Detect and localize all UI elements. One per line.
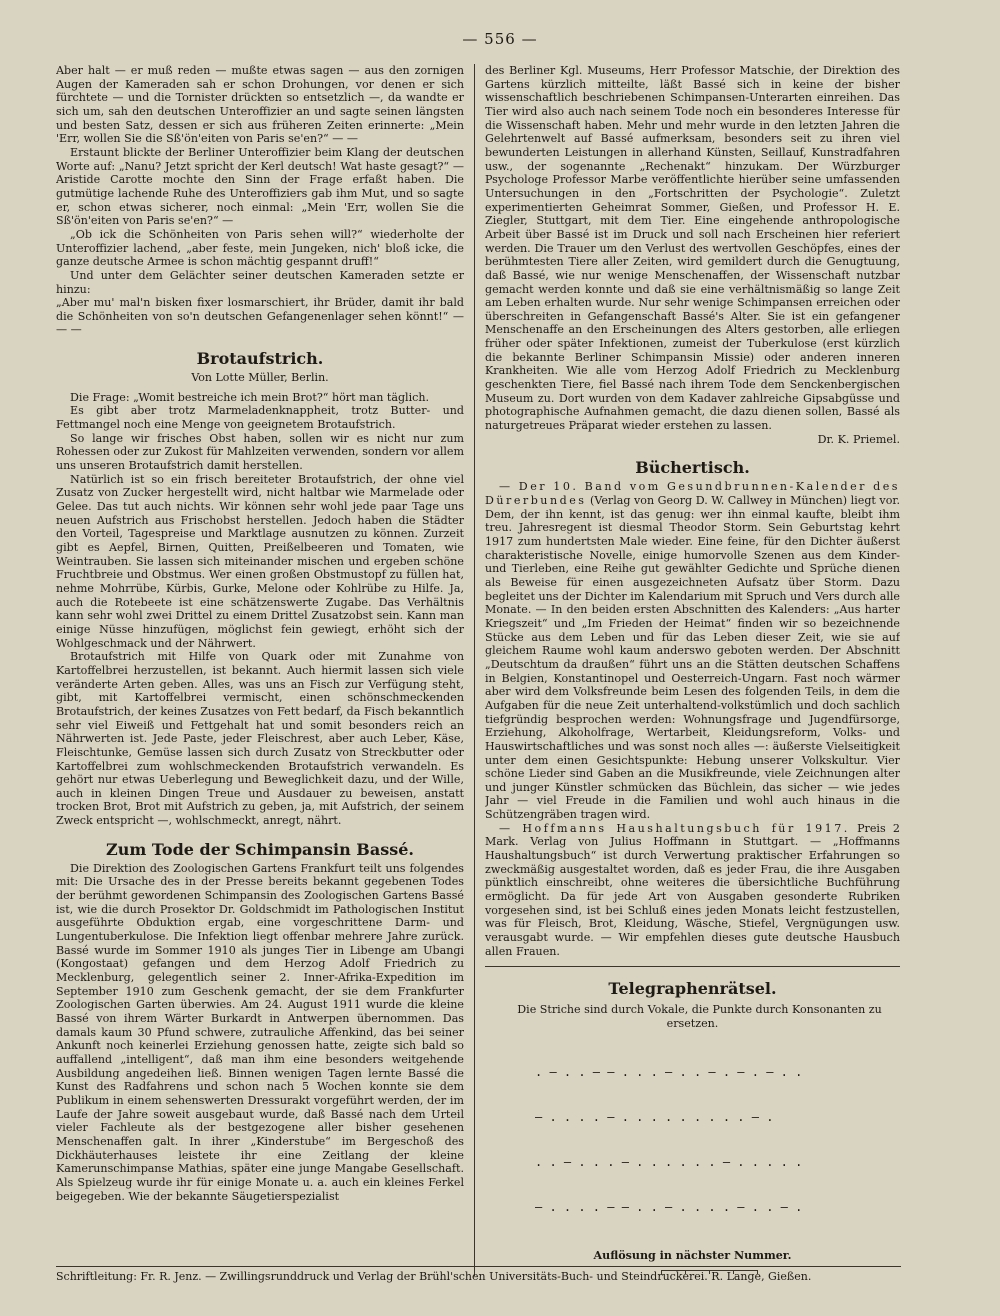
column-divider [474, 64, 475, 1276]
puzzle-instructions: Die Striche sind durch Vokale, die Punkte durch Konsonanten zu ersetzen. [517, 1003, 882, 1030]
article-paragraph: Brotaufstrich mit Hilfe von Quark oder mit Zunahme von Kartoffelbrei herzustellen, ist bekannt. Auch hiermit lassen sich viele veränderte Arten geben. Alles, was uns an Fisch zur Verfügung steht, gibt, mit Kartoffelbrei vermischt, einen schönschmeckenden Brotaufstrich, der keines Zusatzes von Fett bedarf, da Fisch bekanntlich sehr viel Eiweiß und Fettgehalt hat und somit besonders reich an Nährwerten ist. Jede Paste, jeder Fleischrest, aber auch Leber, Käse, Fleischtunke, Gemüse lassen sich durch Zusatz von Streckbutter oder Kartoffelbrei zum wohlschmeckenden Brotaufstrich verwandeln. Es gehört nur etwas Ueberlegung und Beweglichkeit dazu, und der Wille, auch in kleinen Dingen Treue und Ausdauer zu beweisen, anstatt trocken Brot, Brot mit Aufstrich zu geben, ja, mit Aufstrich, der seinem Zweck entspricht —, wohlschmeckt, anregt, nährt. [56, 650, 464, 828]
code-line: — . . . . — . . . . . . . . . — . [535, 1109, 774, 1124]
right-column [485, 64, 900, 1274]
story-paragraph: Und unter dem Gelächter seiner deutschen Kameraden setzte er hinzu: [56, 268, 464, 296]
code-line: . . — . . . — . . . . . . — . . . . . [535, 1154, 803, 1169]
section-divider [485, 966, 900, 967]
buechertisch-heading: Büchertisch. [635, 458, 750, 478]
left-column [56, 64, 464, 1274]
solution-note: Auflösung in nächster Nummer. [593, 1248, 792, 1262]
review-lead: — Der 10. Band vom Gesundbrunnen-Kalender des Dürerbundes [485, 480, 900, 508]
review-lead: — Hoffmanns Haushaltungsbuch für 1917. [499, 821, 850, 835]
code-line: — . . . . — — . . — . . . . — . . — . [535, 1199, 803, 1214]
imprint-footer: Schriftleitung: Fr. R. Jenz. — Zwillingsrunddruck und Verlag der Brühl'schen Universitäts-Buch- und Steindruckerei. R. Lange, Gießen. [56, 1266, 901, 1283]
article-paragraph: Die Direktion des Zoologischen Gartens Frankfurt teilt uns folgendes mit: Die Ursache des in der Presse bereits bekannt gegebenen Todes der berühmt gewordenen Schimpansin des Zoologischen Gartens Bassé ist, wie die durch Prosektor Dr. Goldschmidt im Pathologischen Institut ausgeführte Obduktion ergab, eine vorgeschrittene Darm- und Lungentuberkulose. Die Infektion liegt offenbar mehrere Jahre zurück. Bassé wurde im Sommer 1910 als junges Tier in Libenge am Ubangi (Kongostaat) gefangen und dem Herzog Adolf Friedrich zu Mecklenburg, gelegentlich seiner 2. Inner-Afrika-Expedition im September 1910 zum Geschenk gemacht, der sie dem Frankfurter Zoologischen Garten überwies. Am 24. August 1911 wurde die kleine Bassé von ihrem Wärter Burkardt in Antwerpen übernommen. Das damals kaum 30 Pfund schwere, zutrauliche Affenkind, das bei seiner Ankunft noch keinerlei Erziehung genossen hatte, zeigte sich bald so auffallend „intelligent“, daß man ihm eine besonders weitgehende Ausbildung angedeihen ließ. Binnen wenigen Tagen lernte Bassé die Kunst des Radfahrens und schon nach 5 Wochen konnte sie dem Publikum in einem sehenswerten Dressurakt vorgeführt werden, der im Laufe der Jahre soweit ausgebaut wurde, daß Bassé nach dem Urteil vieler Fachleute als der bestgezogene aller bisher gesehenen Menschenaffen galt. In ihrer „Kinderstube“ im Bergeschoß des Dickhäuterhauses leistete ihr eine Zeitlang der kleine Kamerunschimpanse Mathias, später eine junge Mangabe Gesellschaft. Als Spielzeug wurde ihr für einige Monate u. a. auch ein kleines Ferkel beigegeben. Wie der bekannte Säugetierspezialist [56, 861, 464, 1203]
story-paragraph: „Ob ick die Schönheiten von Paris sehen will?“ wiederholte der Unteroffizier lachend, „aber feste, mein Jungeken, nich' bloß icke, die ganze deutsche Armee is schon mächtig gespannt druff!“ [56, 227, 464, 269]
article-paragraph: des Berliner Kgl. Museums, Herr Professor Matschie, der Direktion des Gartens kürzlich mitteilte, läßt Bassé sich in keine der bisher wissenschaftlich beschriebenen Schimpansen-Unterarten einreihen. Das Tier wird also auch nach seinem Tode noch ein besonderes Interesse für die Wissenschaft haben. Mehr und mehr wurde in den letzten Jahren die Gelehrtenwelt auf Bassé aufmerksam, besonders seit zu ihren viel bewunderten Leistungen in allerhand Künsten, Seillauf, Kunstradfahren usw., der sogenannte „Rechenakt“ hinzukam. Der Würzburger Psychologe Professor Marbe veröffentlichte hierüber seine umfassenden Untersuchungen in den „Fortschritten der Psychologie“. Zuletzt experimentierten Geheimrat Sommer, Gießen, und Professor H. E. Ziegler, Stuttgart, mit dem Tier. Eine eingehende anthropologische Arbeit über Bassé ist im Druck und soll nach Erscheinen hier referiert werden. Die Trauer um den Verlust des wertvollen Geschöpfes, eines der berühmtesten Tiere aller Zeiten, wird gemildert durch die Genugtuung, daß Bassé, wie nur wenige Menschenaffen, der Wissenschaft nutzbar gemacht werden konnte und daß sie eine verhältnismäßig so lange Zeit am Leben erhalten wurde. Nur sehr wenige Schimpansen erreichen oder überschreiten in Gefangenschaft Bassé's Alter. Sie ist ein gefangener Menschenaffe an den Erscheinungen des Alters gestorben, alle erliegen früher oder später Infektionen, zumeist der Tuberkulose (erst kürzlich die bekannte Berliner Schimpansin Missie) oder anderen inneren Krankheiten. Wie alle vom Herzog Adolf Friedrich zu Mecklenburg geschenkten Tiere, fiel Bassé nach ihrem Tode dem Senckenbergischen Museum zu. Dort wurden von dem Kadaver zahlreiche Gipsabgüsse und photographische Aufnahmen gemacht, die dazu dienen sollen, Bassé als naturgetreues Präparat wieder erstehen zu lassen. [485, 64, 900, 433]
story-paragraph: „Aber mu' mal'n bisken fixer losmarschiert, ihr Brüder, damit ihr bald die Schönheiten von so'n deutschen Gefangenenlager sehen könnt!“ — — — [56, 296, 464, 337]
article-paragraph: So lange wir frisches Obst haben, sollen wir es nicht nur zum Rohessen oder zur Zukost für Mahlzeiten verwenden, sondern vor allem uns unseren Brotaufstrich damit herstellen. [56, 431, 464, 473]
review-body: Preis 2 Mark. Verlag von Julius Hoffmann in Stuttgart. — „Hoffmanns Haushaltungsbuch“ ist durch Verwertung praktischer Erfahrungen so zweckmäßig ausgestaltet worden, daß es jeder Frau, die ihre Ausgaben pünktlich einschreibt, ohne weiteres die übersichtliche Buchführung ermöglicht. Da für jede Art von Ausgaben gesonderte Rubriken vorgesehen sind, ist bei Schluß eines jeden Monats leicht festzustellen, was für Fleisch, Brot, Kleidung, Wäsche, Stiefel, Vergnügungen usw. verausgabt wurde. — Wir empfehlen dieses gute deutsche Hausbuch allen Frauen. [485, 821, 900, 958]
review-paragraph [485, 822, 900, 959]
story-paragraph: Aber halt — er muß reden — mußte etwas sagen — aus den zornigen Augen der Kameraden sah er schon Drohungen, vor denen er sich fürchtete — und die Tornister drückten so entsetzlich —, da wandte er sich um, sah den deutschen Unteroffizier an und sagte seinen längsten und besten Satz, dessen er sich aus früheren Zeiten erinnerte: „Mein 'Err, wollen Sie die Sß'ön'eiten von Paris se'en?“ — — [56, 64, 464, 146]
article-paragraph: Natürlich ist so ein frisch bereiteter Brotaufstrich, der ohne viel Zusatz von Zucker hergestellt wird, nicht haltbar wie Marmelade oder Gelee. Das tut auch nichts. Wir können sehr wohl jede paar Tage uns neuen Aufstrich aus Frischobst herstellen. Jedoch haben die Städter den Vorteil, Tagespreise und Marktlage ausnutzen zu können. Zurzeit gibt es Aepfel, Birnen, Quitten, Preißelbeeren und Tomaten, wie Weintrauben. Sie lassen sich miteinander mischen und ergeben schöne Fruchtbreie und Obstmus. Wer einen großen Obstmustopf zu füllen hat, nehme Mohrrübe, Kürbis, Gurke, Melone oder Kohlrübe zu Hilfe. Ja, auch die Rotebeete ist eine schätzenswerte Zugabe. Das Verhältnis kann sehr wohl zwei Drittel zu einem Drittel Zusatzobst sein. Kann man einige Nüsse hinzufügen, möglichst fein gewiegt, erhöht sich der Wohlgeschmack und der Nährwert. [56, 472, 464, 650]
schimpansin-heading: Zum Tode der Schimpansin Bassé. [106, 839, 414, 859]
page-number: — 556 — [462, 30, 538, 48]
puzzle-code [535, 1035, 900, 1245]
article-author: Dr. K. Priemel. [817, 432, 900, 446]
telegraphenraetsel-heading: Telegraphenrätsel. [608, 979, 777, 999]
brotaufstrich-heading: Brotaufstrich. [196, 349, 324, 369]
brotaufstrich-byline: Von Lotte Müller, Berlin. [191, 371, 329, 385]
code-line: . — . . — — . . . — . . — . — . — . . [535, 1064, 803, 1079]
review-body: (Verlag von Georg D. W. Callwey in München) liegt vor. Dem, der ihn kennt, ist das genug: wer ihn einmal kaufte, bleibt ihm treu. Jahresregent ist diesmal Theodor Storm. Sein Geburtstag kehrt 1917 zum hundertsten Male wieder. Eine feine, für den Dichter äußerst charakteristische Novelle, einige humorvolle Szenen aus dem Kinder- und Tierleben, eine Reihe gut gewählter Gedichte und Sprüche dienen als Beweise für einen ausgezeichneten Aufsatz über Storm. Dazu begleitet uns der Dichter im Kalendarium mit Spruch und Vers durch alle Monate. — In den beiden ersten Abschnitten des Kalenders: „Aus harter Kriegszeit“ und „Im Frieden der Heimat“ finden wir so bezeichnende Stücke aus dem Leben und für das Leben dieser Zeit, wie sie auf gleichem Raume wohl kaum anderswo geboten werden. Der Abschnitt „Deutschtum da draußen“ führt uns an die Stätten deutschen Schaffens in Belgien, Konstantinopel und Oesterreich-Ungarn. Fast noch wärmer aber wird dem Volksfreunde beim Lesen des folgenden Teils, in dem die Aufgaben für die neue Zeit unterhaltend-volkstümlich und doch sachlich tiefgründig besprochen werden: Wohnungsfrage und Jugendfürsorge, Erziehung, Alkoholfrage, Wertarbeit, Kleidungsreform, Volks- und Hauswirtschaftliches und was sonst noch alles —: äußerste Vielseitigkeit unter dem einen Gesichtspunkte: Hebung unserer Volkskultur. Vier schöne Lieder sind Gaben an die Musikfreunde, viele Zeichnungen alter und junger Künstler schmücken das Büchlein, das sicher — wie jedes Jahr — viel Freude in die Familien und wohl auch hinaus in die Schützengräben tragen wird. [485, 494, 900, 822]
article-paragraph: Es gibt aber trotz Marmeladenknappheit, trotz Butter- und Fettmangel noch eine Menge von geeignetem Brotaufstrich. [56, 404, 464, 432]
review-paragraph [485, 480, 900, 821]
story-paragraph: Erstaunt blickte der Berliner Unteroffizier beim Klang der deutschen Worte auf: „Nanu? Jetzt spricht der Kerl deutsch! Wat haste gesagt?“ — Aristide Carotte mochte den Sinn der Frage erfaßt haben. Die gutmütige lachende Ruhe des Unteroffiziers gab ihm Mut, und so sagte er, schon etwas sicherer, noch einmal: „Mein 'Err, wollen Sie die Sß'ön'eiten von Paris se'en?“ — [56, 145, 464, 228]
article-paragraph: Die Frage: „Womit bestreiche ich mein Brot?“ hört man täglich. [70, 390, 430, 404]
